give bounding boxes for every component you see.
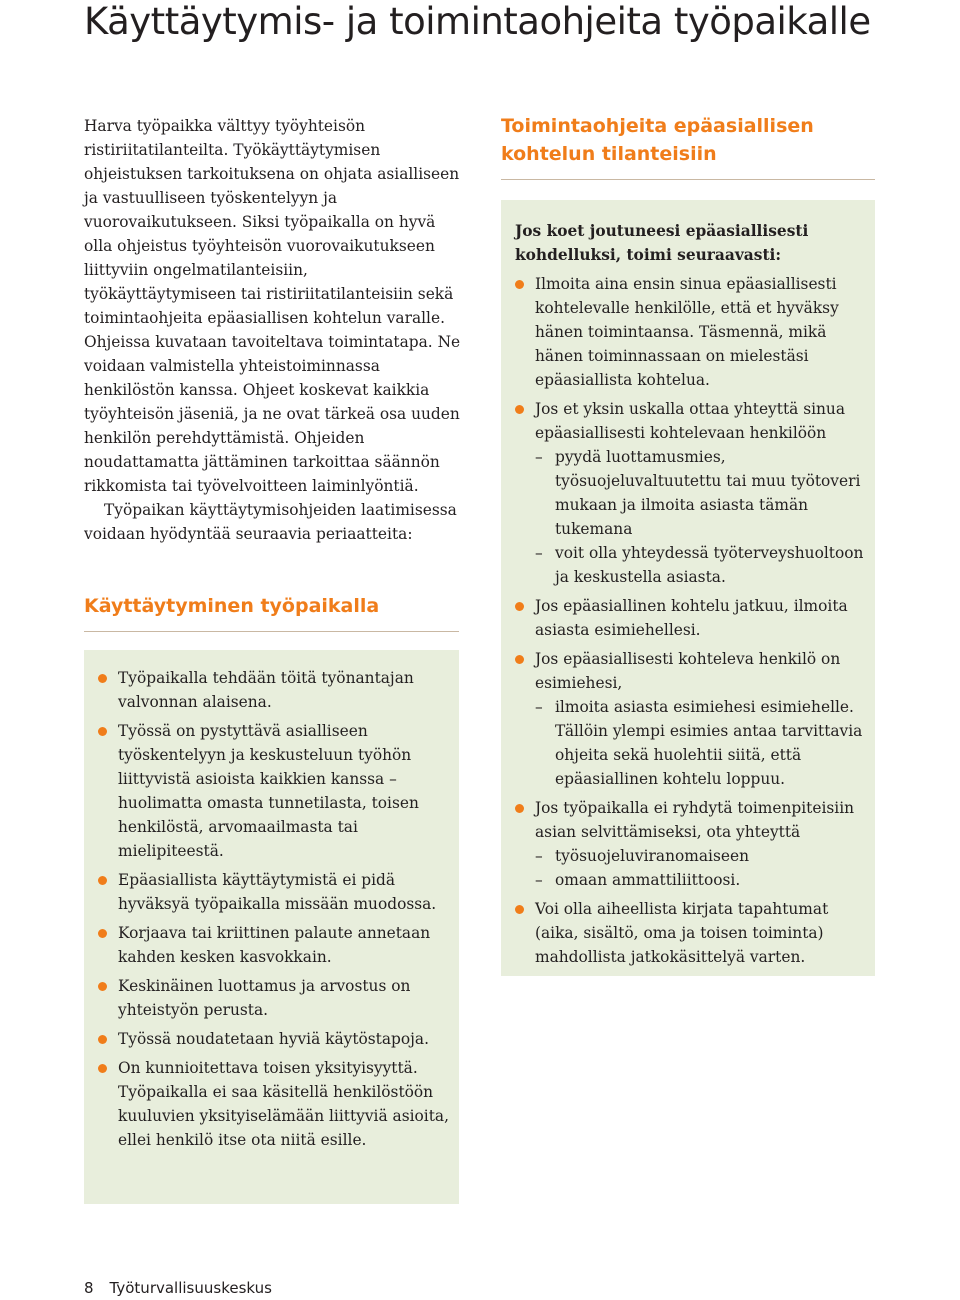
behavior-box [84, 650, 459, 1204]
page-footer [84, 1276, 272, 1300]
intro-paragraph: Harva työpaikka välttyy työyhteisön ristiriitatilanteilta. Työkäyttäytymisen ohjeistuksen tarkoituksena on ohjata asialliseen ja vastuulliseen työskentelyyn ja vuorovaikutukseen. Siksi työpaikalla on hyvä olla ohjeistus työyhteisön vuorovaikutukseen liittyviin ongelmatilanteisiin, työkäyttäytymiseen tai ristiriitatilanteisiin sekä toimintaohjeita epäasiallisen kohtelun varalle. Ohjeissa kuvataan tavoiteltava toimintatapa. Ne voidaan valmistella yhteistoiminnassa henkilöstön kanssa. Ohjeet koskevat kaikkia työyhteisön jäseniä, ja ne ovat tärkeä osa uuden henkilön perehdyttämistä. Ohjeiden noudattamatta jättäminen tarkoittaa säännön rikkomista tai työvelvoitteen laiminlyöntiä. [84, 117, 461, 495]
sub-list-item-text: ilmoita asiasta esimiehesi esimiehelle. Tällöin ylempi esimies antaa tarvittavia ohjeita sekä huolehtii siitä, että epäasiallinen kohtelu loppuu. [555, 698, 863, 788]
bullet-dot-icon [98, 876, 107, 885]
list-item-text: On kunnioitettava toisen yksityisyyttä. Työpaikalla ei saa käsitellä henkilöstöön kuuluvien yksityiselämään liittyviä asioita, ellei henkilö itse ota niitä esille. [118, 1059, 449, 1149]
bullet-dot-icon [98, 1064, 107, 1073]
list-item [98, 921, 449, 969]
sub-list-item [535, 695, 867, 791]
list-item [98, 868, 449, 916]
sub-list-item-text: työsuojeluviranomaiseen [555, 847, 749, 865]
list-item [515, 272, 867, 392]
dash-icon: – [535, 847, 543, 865]
dash-icon: – [535, 871, 543, 889]
list-item-text: Voi olla aiheellista kirjata tapahtumat (aika, sisältö, oma ja toisen toiminta) mahdollista jatkokäsittelyä varten. [535, 900, 829, 966]
bullet-dot-icon [98, 929, 107, 938]
list-item [515, 397, 867, 589]
intro-paragraph: Työpaikan käyttäytymisohjeiden laatimisessa voidaan hyödyntää seuraavia periaatteita: [84, 501, 457, 543]
sub-list [535, 844, 867, 892]
sub-list-item-text: pyydä luottamusmies, työsuojeluvaltuutettu tai muu työtoveri mukaan ja ilmoita asiasta tämän tukemana [555, 448, 861, 538]
list-item-text: Työssä on pystyttävä asialliseen työskentelyyn ja keskusteluun työhön liittyvistä asioista kaikkien kanssa – huolimatta omasta tunnetilasta, toisen henkilöstä, arvomaailmasta tai mielipiteestä. [118, 722, 419, 860]
behavior-list [98, 666, 449, 1152]
box-intro: Jos koet joutuneesi epäasiallisesti kohdelluksi, toimi seuraavasti: [515, 222, 809, 264]
bullet-dot-icon [515, 655, 524, 664]
sub-list [535, 695, 867, 791]
instructions-list [515, 272, 867, 969]
list-item-text: Ilmoita aina ensin sinua epäasiallisesti kohtelevalle henkilölle, että et hyväksy hänen toimintaansa. Täsmennä, mikä hänen toiminnassaan on mielestäsi epäasiallista kohtelua. [535, 275, 839, 389]
publisher-name: Työturvallisuuskeskus [109, 1279, 272, 1297]
list-item-text: Työssä noudatetaan hyviä käytöstapoja. [118, 1030, 429, 1048]
bullet-dot-icon [98, 727, 107, 736]
dash-icon: – [535, 698, 543, 716]
bullet-dot-icon [515, 602, 524, 611]
list-item [515, 897, 867, 969]
list-item-text: Jos et yksin uskalla ottaa yhteyttä sinua epäasiallisesti kohtelevaan henkilöön [535, 400, 846, 442]
list-item-text: Korjaava tai kriittinen palaute annetaan kahden kesken kasvokkain. [118, 924, 431, 966]
bullet-dot-icon [98, 982, 107, 991]
list-item-text: Keskinäinen luottamus ja arvostus on yhteistyön perusta. [118, 977, 411, 1019]
list-item [98, 666, 449, 714]
sub-list-item [535, 844, 867, 868]
list-item-text: Jos epäasiallisesti kohteleva henkilö on esimiehesi, [535, 650, 841, 692]
list-item [98, 974, 449, 1022]
bullet-dot-icon [98, 674, 107, 683]
heading-divider [84, 631, 459, 632]
section-heading-instructions: Toimintaohjeita epäasiallisen kohtelun tilanteisiin [501, 115, 814, 165]
section-heading-behavior: Käyttäytyminen työpaikalla [84, 595, 380, 617]
list-item [515, 647, 867, 791]
sub-list-item [535, 541, 867, 589]
intro-text [84, 114, 464, 546]
list-item-text: Työpaikalla tehdään töitä työnantajan valvonnan alaisena. [118, 669, 414, 711]
bullet-dot-icon [515, 280, 524, 289]
bullet-dot-icon [515, 405, 524, 414]
sub-list-item [535, 868, 867, 892]
list-item-text: Jos työpaikalla ei ryhdytä toimenpiteisiin asian selvittämiseksi, ota yhteyttä [535, 799, 855, 841]
page-number: 8 [84, 1279, 94, 1297]
list-item [98, 1056, 449, 1152]
list-item [515, 594, 867, 642]
sub-list-item [535, 445, 867, 541]
page-title: Käyttäytymis- ja toimintaohjeita työpaikalle [84, 0, 871, 43]
list-item [98, 719, 449, 863]
bullet-dot-icon [98, 1035, 107, 1044]
dash-icon: – [535, 544, 543, 562]
list-item-text: Epäasiallista käyttäytymistä ei pidä hyväksyä työpaikalla missään muodossa. [118, 871, 437, 913]
bullet-dot-icon [515, 905, 524, 914]
sub-list-item-text: voit olla yhteydessä työterveyshuoltoon ja keskustella asiasta. [555, 544, 864, 586]
sub-list-item-text: omaan ammattiliittoosi. [555, 871, 741, 889]
bullet-dot-icon [515, 804, 524, 813]
list-item-text: Jos epäasiallinen kohtelu jatkuu, ilmoita asiasta esimiehellesi. [535, 597, 848, 639]
sub-list [535, 445, 867, 589]
list-item [98, 1027, 449, 1051]
heading-divider [501, 179, 875, 180]
dash-icon: – [535, 448, 543, 466]
instructions-box [501, 200, 875, 976]
list-item [515, 796, 867, 892]
